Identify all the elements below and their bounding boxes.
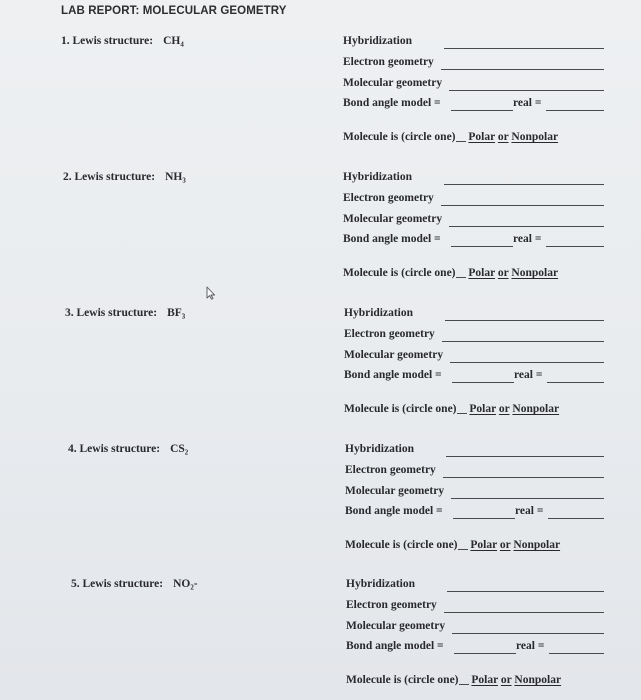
- lewis-structure-label: [68, 443, 188, 455]
- bond-angle-real-label: real =: [516, 640, 545, 652]
- bond-angle-real-label: real =: [513, 97, 542, 109]
- lewis-structure-label: [71, 578, 198, 590]
- polarity-prompt: Molecule is (circle one): [344, 403, 457, 415]
- hybridization-blank[interactable]: [445, 320, 604, 321]
- or-text: or: [498, 403, 510, 415]
- electron-geometry-blank[interactable]: [441, 205, 604, 206]
- bond-angle-model-blank[interactable]: [453, 518, 515, 519]
- molecular-geometry-label: Molecular geometry: [343, 213, 443, 225]
- question-number: 2.: [63, 171, 72, 183]
- or-text: or: [497, 131, 509, 143]
- section-1: [0, 0, 641, 143]
- electron-geometry-label: Electron geometry: [344, 328, 435, 340]
- lewis-structure-label: [63, 171, 186, 183]
- polar-option[interactable]: Polar: [468, 267, 496, 279]
- nonpolar-option[interactable]: Nonpolar: [514, 674, 562, 686]
- nonpolar-option[interactable]: Nonpolar: [512, 403, 560, 415]
- lewis-structure-label: [65, 307, 185, 319]
- bond-angle-real-label: real =: [513, 233, 542, 245]
- molecular-geometry-blank[interactable]: [449, 226, 604, 227]
- polar-option[interactable]: Polar: [469, 403, 497, 415]
- hybridization-blank[interactable]: [446, 456, 604, 457]
- polarity-prompt: Molecule is (circle one): [346, 674, 459, 686]
- question-label: Lewis structure:: [74, 171, 156, 183]
- hybridization-blank[interactable]: [444, 184, 604, 185]
- electron-geometry-label: Electron geometry: [343, 56, 434, 68]
- hybridization-label: Hybridization: [343, 171, 413, 183]
- bond-angle-real-blank[interactable]: [546, 246, 604, 247]
- molecule-formula: NO₂-: [173, 578, 198, 590]
- bond-angle-model-label: Bond angle model =: [343, 97, 441, 109]
- or-text: or: [497, 267, 509, 279]
- bond-angle-model-blank[interactable]: [451, 246, 513, 247]
- nonpolar-option[interactable]: Nonpolar: [511, 131, 559, 143]
- molecule-formula: BF₃: [167, 307, 186, 319]
- bond-angle-model-blank[interactable]: [454, 653, 516, 654]
- molecule-formula: CS₂: [170, 443, 189, 455]
- hybridization-blank[interactable]: [447, 591, 604, 592]
- question-number: 5.: [71, 578, 80, 590]
- molecular-geometry-label: Molecular geometry: [345, 485, 445, 497]
- polarity-prompt: Molecule is (circle one): [343, 267, 456, 279]
- mouse-pointer-icon: [206, 286, 216, 300]
- molecular-geometry-blank[interactable]: [450, 362, 604, 363]
- bond-angle-model-label: Bond angle model =: [344, 369, 442, 381]
- polar-option[interactable]: Polar: [470, 539, 498, 551]
- question-number: 3.: [65, 307, 74, 319]
- molecular-geometry-label: Molecular geometry: [343, 77, 443, 89]
- molecular-geometry-label: Molecular geometry: [346, 620, 446, 632]
- electron-geometry-blank[interactable]: [444, 612, 604, 613]
- molecule-formula: NH₃: [165, 171, 186, 183]
- question-label: Lewis structure:: [82, 578, 164, 590]
- polarity-prompt: Molecule is (circle one): [345, 539, 458, 551]
- report-title: LAB REPORT: MOLECULAR GEOMETRY: [61, 5, 287, 17]
- question-label: Lewis structure:: [76, 307, 158, 319]
- polar-option[interactable]: Polar: [471, 674, 499, 686]
- bond-angle-model-label: Bond angle model =: [346, 640, 444, 652]
- molecular-geometry-label: Molecular geometry: [344, 349, 444, 361]
- electron-geometry-label: Electron geometry: [343, 192, 434, 204]
- electron-geometry-label: Electron geometry: [345, 464, 436, 476]
- electron-geometry-label: Electron geometry: [346, 599, 437, 611]
- question-number: 4.: [68, 443, 77, 455]
- hybridization-label: Hybridization: [344, 307, 414, 319]
- bond-angle-real-blank[interactable]: [547, 382, 604, 383]
- molecular-geometry-blank[interactable]: [451, 498, 604, 499]
- bond-angle-model-label: Bond angle model =: [345, 505, 443, 517]
- nonpolar-option[interactable]: Nonpolar: [511, 267, 559, 279]
- bond-angle-real-blank[interactable]: [549, 653, 604, 654]
- bond-angle-model-blank[interactable]: [452, 382, 514, 383]
- polarity-prompt: Molecule is (circle one): [343, 131, 456, 143]
- nonpolar-option[interactable]: Nonpolar: [513, 539, 561, 551]
- molecular-geometry-blank[interactable]: [449, 90, 604, 91]
- polar-option[interactable]: Polar: [468, 131, 496, 143]
- molecule-formula: CH₄: [163, 35, 184, 47]
- molecular-geometry-blank[interactable]: [452, 633, 604, 634]
- question-label: Lewis structure:: [72, 35, 154, 47]
- question-number: 1.: [61, 35, 70, 47]
- bond-angle-real-blank[interactable]: [546, 110, 604, 111]
- electron-geometry-blank[interactable]: [443, 477, 604, 478]
- question-label: Lewis structure:: [79, 443, 161, 455]
- bond-angle-real-blank[interactable]: [548, 518, 604, 519]
- section-4: [0, 408, 641, 551]
- electron-geometry-blank[interactable]: [442, 341, 604, 342]
- electron-geometry-blank[interactable]: [441, 69, 604, 70]
- polarity-question: [346, 674, 561, 686]
- section-3: [0, 272, 641, 415]
- or-text: or: [499, 539, 511, 551]
- hybridization-label: Hybridization: [343, 35, 413, 47]
- hybridization-label: Hybridization: [346, 578, 416, 590]
- lewis-structure-label: [61, 35, 184, 47]
- hybridization-label: Hybridization: [345, 443, 415, 455]
- or-text: or: [500, 674, 512, 686]
- hybridization-blank[interactable]: [444, 48, 604, 49]
- section-2: [0, 136, 641, 279]
- bond-angle-real-label: real =: [514, 369, 543, 381]
- section-5: [0, 543, 641, 686]
- bond-angle-model-blank[interactable]: [451, 110, 513, 111]
- bond-angle-model-label: Bond angle model =: [343, 233, 441, 245]
- bond-angle-real-label: real =: [515, 505, 544, 517]
